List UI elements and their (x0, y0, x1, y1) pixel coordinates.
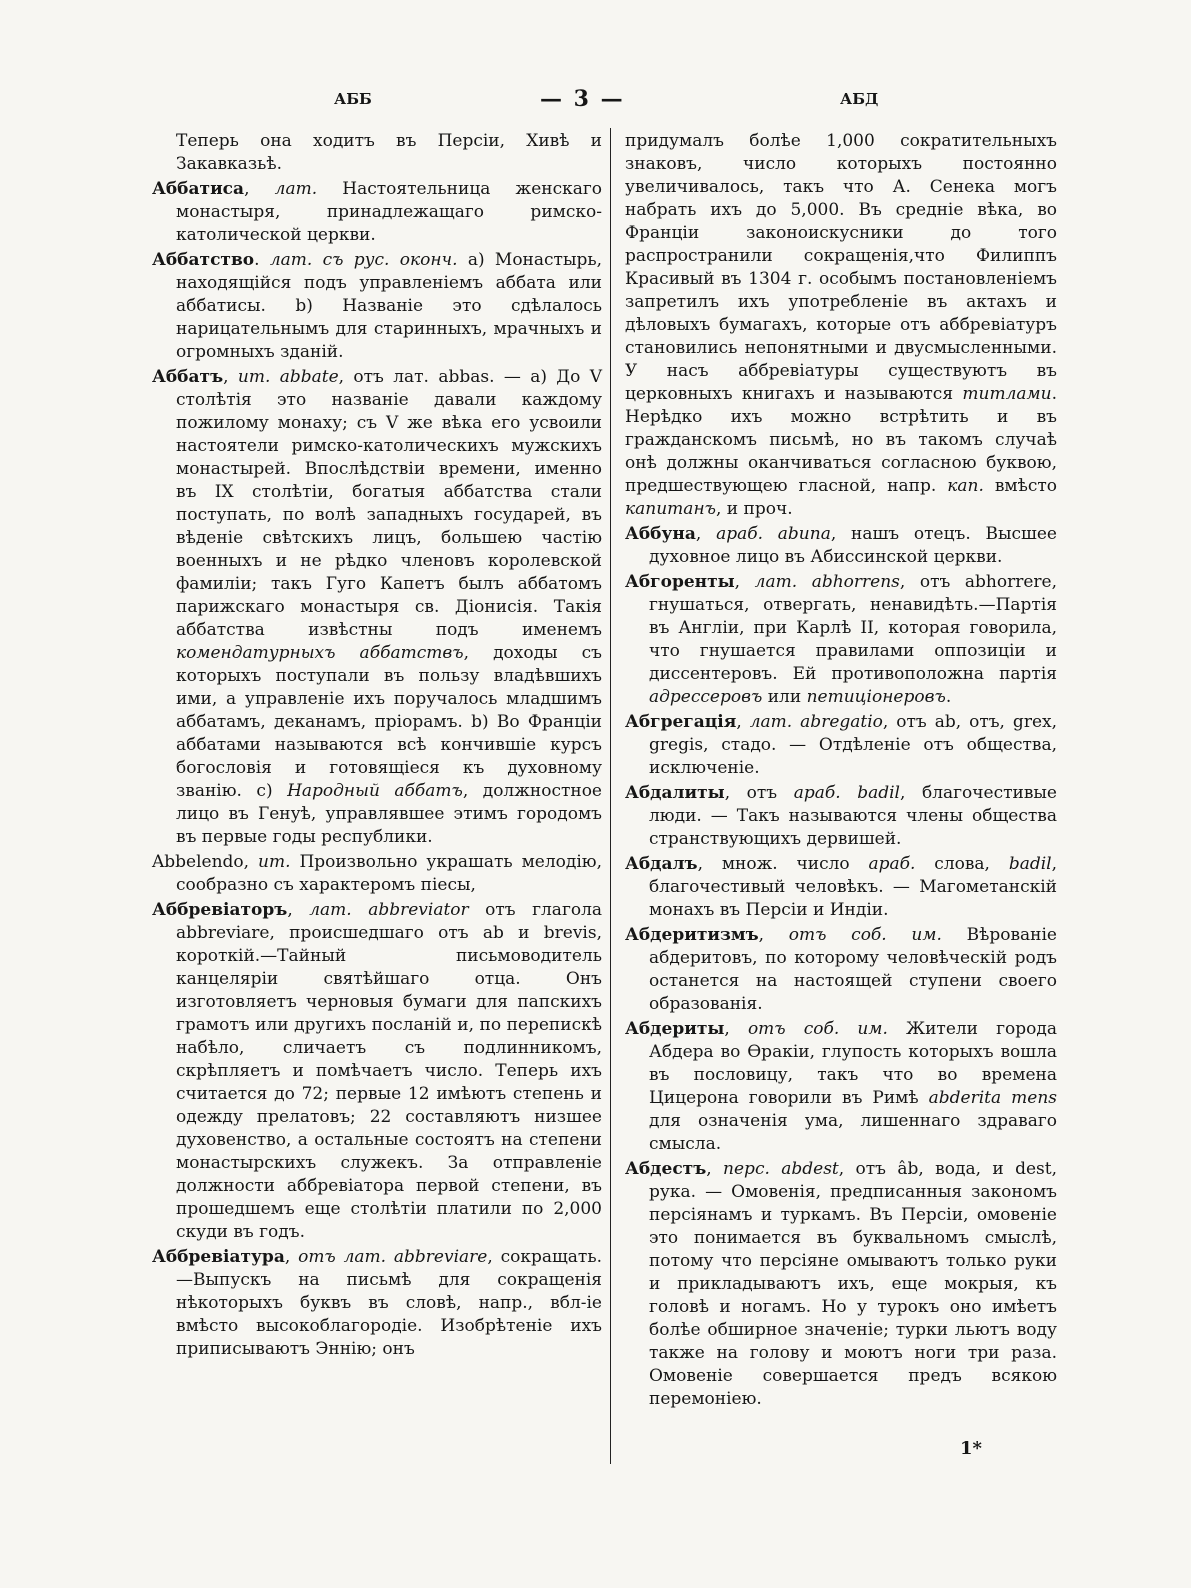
entry-abdest: Абдестъ, перс. abdest, отъ âb, вода, и dest, рука. — Омовенія, предписанныя закономъ персіянамъ и туркамъ. Въ Персіи, омовеніе это понимается въ буквальномъ смыслѣ, потому что персіяне омываютъ только руки и прикладываютъ ихъ, еще мокрыя, къ головѣ и ногамъ. Но у турокъ оно имѣетъ болѣе обширное значеніе; турки льютъ воду также на голову и моютъ ноги три раза. Омовеніе совершается предъ всякою перемоніею. (625, 1159, 1057, 1409)
entry-abbat: Аббатъ, ит. abbate, отъ лат. abbas. — а) До V столѣтія это названіе давали каждому пожилому монаху; съ V же вѣка его усвоили настоятели римско-католическихъ мужскихъ монастырей. Впослѣдствіи времени, именно въ IX столѣтіи, богатыя аббатства стали поступать, по волѣ западныхъ государей, въ вѣденіе свѣтскихъ лицъ, большею частію военныхъ и не рѣдко членовъ королевской фамиліи; такъ Гуго Капетъ былъ аббатомъ парижскаго монастыря св. Діонисія. Такія аббатства извѣстны подъ именемъ комендатурныхъ аббатствъ, доходы съ которыхъ поступали въ пользу владѣвшихъ ими, а управленіе ихъ поручалось младшимъ аббатамъ, деканамъ, пріорамъ. b) Во Франціи аббатами называются всѣ кончившіе курсъ богословія и готовящіеся къ духовному званію. с) Народный аббатъ, должностное лицо въ Генуѣ, управлявшее этимъ городомъ въ первые годы республики. (152, 367, 603, 847)
definition: Жители города Абдера во Ѳракіи, глупость которыхъ вошла въ пословицу, такъ что во времена Цицерона говорили въ Римѣ (649, 1019, 1057, 1108)
etymology: отъ лат. abbreviare (298, 1247, 488, 1267)
entry-abdal: Абдалъ, множ. число араб. слова, badil, благочестивый человѣкъ. — Магометанскій монахъ въ Персіи и Индіи. (625, 854, 1058, 920)
etymology: лат. abbreviator (309, 900, 469, 920)
headword: Абдериты (625, 1019, 725, 1039)
definition: , нашъ отецъ. Высшее духовное лицо въ Абиссинской церкви. (649, 524, 1057, 567)
signature-mark: 1* (960, 1438, 982, 1459)
definition: Произвольно украшать мелодію, сообразно съ характеромъ піесы, (176, 852, 603, 895)
headword: Абдалиты (625, 783, 725, 803)
etymology: лат. (274, 179, 318, 199)
etymology: отъ соб. им. (747, 1019, 888, 1039)
etymology: араб. badil (793, 783, 900, 803)
etymology: лат. abhorrens (754, 572, 900, 592)
definition: а) Монастырь, находящійся подъ управленіемъ аббата или аббатисы. b) Названіе это сдѣлалось нарицательнымъ для старинныхъ, мрачныхъ и огромныхъ зданій. (176, 250, 603, 362)
page-number: — 3 — (540, 86, 625, 112)
headword: Аббревіаторъ (152, 900, 288, 920)
entry-abbreviatura: Аббревіатура, отъ лат. abbreviare, сокращать.—Выпускъ на письмѣ для сокращенія нѣкоторыхъ буквъ въ словѣ, напр., вбл-іе вмѣсто высокоблагородіе. Изобрѣтеніе ихъ приписываютъ Эннію; онъ (152, 1247, 602, 1359)
headword: Аббуна (625, 524, 696, 544)
etymology: араб. abuna (716, 524, 831, 544)
entry-abdality: Абдалиты, отъ араб. badil, благочестивые люди. — Такъ называются члены общества странствующихъ дервишей. (625, 783, 1057, 849)
headword: Abbelendo (152, 852, 244, 872)
definition: , благочестивые люди. — Такъ называются члены общества странствующихъ дервишей. (649, 783, 1057, 849)
entry-abbatstvo: Аббатство. лат. съ рус. оконч. а) Монастырь, находящійся подъ управленіемъ аббата или аббатисы. b) Названіе это сдѣлалось нарицательнымъ для старинныхъ, мрачныхъ и огромныхъ зданій. (152, 250, 603, 362)
page-header (150, 86, 1050, 116)
headword: Абдеритизмъ (625, 925, 759, 945)
etymology: лат. abregatio (749, 712, 883, 732)
left-column (152, 130, 602, 1363)
headword: Аббревіатура (152, 1247, 285, 1267)
headword: Аббатиса (152, 179, 245, 199)
entry-abgorenty: Абгоренты, лат. abhorrens, отъ abhorrere, гнушаться, отвергать, ненавидѣть.—Партія въ Англіи, при Карлѣ II, которая говорила, что гнушается правилами оппозиціи и диссентеровъ. Ей противоположна партія адрессеровъ или петиціонеровъ. (625, 572, 1058, 707)
column-divider (610, 128, 611, 1464)
etymology: лат. съ рус. оконч. (269, 250, 458, 270)
definition: отъ глагола abbreviare, происшедшаго отъ ab и brevis, короткій.—Тайный письмоводитель канцеляріи святѣйшаго отца. Онъ изготовляетъ черновыя бумаги для папскихъ грамотъ или другихъ посланій и, по перепискѣ набѣло, сличаетъ съ подлинникомъ, скрѣпляетъ и помѣчаетъ число. Теперь ихъ считается до 72; первые 12 имѣютъ степень и одежду прелатовъ; 22 составляютъ низшее духовенство, а остальные состоятъ на степени монастырскихъ служекъ. За отправленіе должности аббревіатора первой степени, въ прошедшемъ еще столѣтіи платили по 2,000 скуди въ годъ. (176, 900, 603, 1242)
header-left-guideword: АББ (334, 90, 372, 108)
entry-abgregatsiya: Абгрегація, лат. abregatio, отъ ab, отъ, grex, gregis, стадо. — Отдѣленіе отъ общества, исключеніе. (625, 712, 1057, 778)
headword: Абдестъ (625, 1159, 707, 1179)
definition: , благочестивый человѣкъ. — Магометанскій монахъ въ Персіи и Индіи. (649, 854, 1058, 920)
etymology: ит. (258, 852, 291, 872)
etymology: перс. abdest (723, 1159, 839, 1179)
entry-abbelendo: Abbelendo, ит. Произвольно украшать мелодію, сообразно съ характеромъ піесы, (152, 852, 603, 895)
headword: Аббатство (152, 250, 255, 270)
headword: Аббатъ (152, 367, 224, 387)
entry-abderity: Абдериты, отъ соб. им. Жители города Абдера во Ѳракіи, глупость которыхъ вошла въ пословицу, такъ что во времена Цицерона говорили въ Римѣ abderita mens для означенія ума, лишеннаго здраваго смысла. (625, 1019, 1057, 1154)
definition: , отъ âb, вода, и dest, рука. — Омовенія, предписанныя закономъ персіянамъ и туркамъ. Въ Персіи, омовеніе это понимается въ буквальномъ смыслѣ, потому что персіяне омываютъ только руки и прикладываютъ ихъ, еще мокрыя, къ головѣ и ногамъ. Но у турокъ оно имѣетъ болѣе обширное значеніе; турки льютъ воду также на голову и моютъ ноги три раза. Омовеніе совершается предъ всякою перемоніею. (649, 1159, 1057, 1409)
definition: , сокращать.—Выпускъ на письмѣ для сокращенія нѣкоторыхъ буквъ въ словѣ, напр., вбл-іе вмѣсто высокоблагородіе. Изобрѣтеніе ихъ приписываютъ Эннію; онъ (176, 1247, 602, 1359)
entry-abbreviator: Аббревіаторъ, лат. abbreviator отъ глагола abbreviare, происшедшаго отъ ab и brevis, короткій.—Тайный письмоводитель канцеляріи святѣйшаго отца. Онъ изготовляетъ черновыя бумаги для папскихъ грамотъ или другихъ посланій и, по перепискѣ набѣло, сличаетъ съ подлинникомъ, скрѣпляетъ и помѣчаетъ число. Теперь ихъ считается до 72; первые 12 имѣютъ степень и одежду прелатовъ; 22 составляютъ низшее духовенство, а остальные состоятъ на степени монастырскихъ служекъ. За отправленіе должности аббревіатора первой степени, въ прошедшемъ еще столѣтіи платили по 2,000 скуди въ годъ. (152, 900, 603, 1242)
etymology: отъ соб. им. (788, 925, 942, 945)
header-right-guideword: АБД (840, 90, 879, 108)
entry-abbuna: Аббуна, араб. abuna, нашъ отецъ. Высшее духовное лицо въ Абиссинской церкви. (625, 524, 1057, 567)
headword: Абгрегація (625, 712, 737, 732)
headword: Абдалъ (625, 854, 698, 874)
definition: Настоятельница женскаго монастыря, принадлежащаго римско-католической церкви. (176, 179, 603, 245)
continued-entry: придумалъ болѣе 1,000 сократительныхъ знаковъ, число которыхъ постоянно увеличивалось, такъ что А. Сенека могъ набрать ихъ до 5,000. Въ средніе вѣка, во Франціи законоискусники до того распространили сокращенія,что Филиппъ Красивый въ 1304 г. особымъ постановленіемъ запретилъ ихъ употребленіе въ актахъ и дѣловыхъ бумагахъ, которые отъ аббревіатуръ становились непонятными и двусмысленными. У насъ аббревіатуры существуютъ въ церковныхъ книгахъ и называются титлами. Нерѣдко ихъ можно встрѣтить и въ гражданскомъ письмѣ, но въ такомъ случаѣ онѣ должны оканчиваться согласною буквою, предшествующею гласной, напр. кап. вмѣсто капитанъ, и проч. (625, 131, 1058, 519)
headword: Абгоренты (625, 572, 735, 592)
entry-abderitizm: Абдеритизмъ, отъ соб. им. Вѣрованіе абдеритовъ, по которому человѣческій родъ останется на настоящей ступени своего образованія. (625, 925, 1057, 1014)
definition: Вѣрованіе абдеритовъ, по которому человѣческій родъ останется на настоящей ступени своего образованія. (649, 925, 1057, 1014)
etymology: араб. (868, 854, 916, 874)
right-column (625, 130, 1057, 1413)
entry-abbatisa: Аббатиса, лат. Настоятельница женскаго монастыря, принадлежащаго римско-католической церкви. (152, 179, 603, 245)
etymology: ит. abbate (237, 367, 339, 387)
definition: , отъ ab, отъ, grex, gregis, стадо. — Отдѣленіе отъ общества, исключеніе. (649, 712, 1057, 778)
definition: , отъ abhorrere, гнушаться, отвергать, ненавидѣть.—Партія въ Англіи, при Карлѣ II, которая говорила, что гнушается правилами оппозиціи и диссентеровъ. Ей противоположна партія (649, 572, 1058, 684)
continued-entry: Теперь она ходитъ въ Персіи, Хивѣ и Закавказьѣ. (176, 131, 602, 174)
